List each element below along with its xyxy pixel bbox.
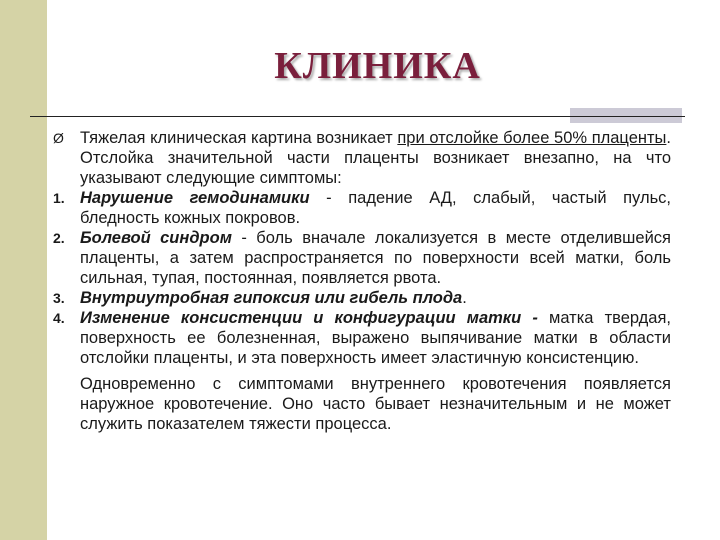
slide-title: КЛИНИКА	[274, 45, 481, 87]
list-number: 1.	[53, 190, 65, 206]
title-rule	[30, 116, 685, 117]
list-number: 4.	[53, 310, 65, 326]
item-text: .	[462, 289, 467, 307]
list-number: 3.	[53, 290, 65, 306]
closing-paragraph: Одновременно с симптомами внутреннего кровотечения появляется наружное кровотечение. Оно часто бывает незначительным и не может служить показателем тяжести процесса.	[80, 375, 671, 433]
item-heading: Болевой синдром	[80, 229, 232, 247]
item-text: - падение АД, слабый, частый пульс, бледность кожных покровов.	[80, 189, 671, 227]
list-item-3	[53, 288, 671, 308]
list-item-1	[53, 188, 671, 228]
item-text: матка твердая, поверхность ее болезненная, выражено выпячивание матки в области отслойки плаценты, и эта поверхность имеет эластичную консистенцию.	[80, 309, 671, 367]
item-heading: Внутриутробная гипоксия или гибель плода	[80, 289, 463, 307]
item-heading: Нарушение гемодинамики	[80, 189, 310, 207]
intro-lead: Тяжелая клиническая картина возникает	[80, 129, 398, 147]
intro-underlined: при отслойке более 50% плаценты	[397, 129, 667, 147]
list-number: 2.	[53, 230, 65, 246]
item-text: - боль вначале локализуется в месте отделившейся плаценты, а затем распространяется по поверхности всей матки, боль сильная, тупая, постоянная, появляется рвота.	[80, 229, 671, 287]
item-heading: Изменение консистенции и конфигурации матки -	[80, 309, 538, 327]
slide-body	[53, 128, 671, 434]
intro-paragraph	[53, 128, 671, 188]
list-item-2	[53, 228, 671, 288]
arrow-bullet-icon: Ø	[53, 130, 64, 146]
intro-rest: . Отслойка значительной части плаценты возникает внезапно, на что указывают следующие симптомы:	[80, 129, 671, 187]
list-item-4	[53, 308, 671, 368]
